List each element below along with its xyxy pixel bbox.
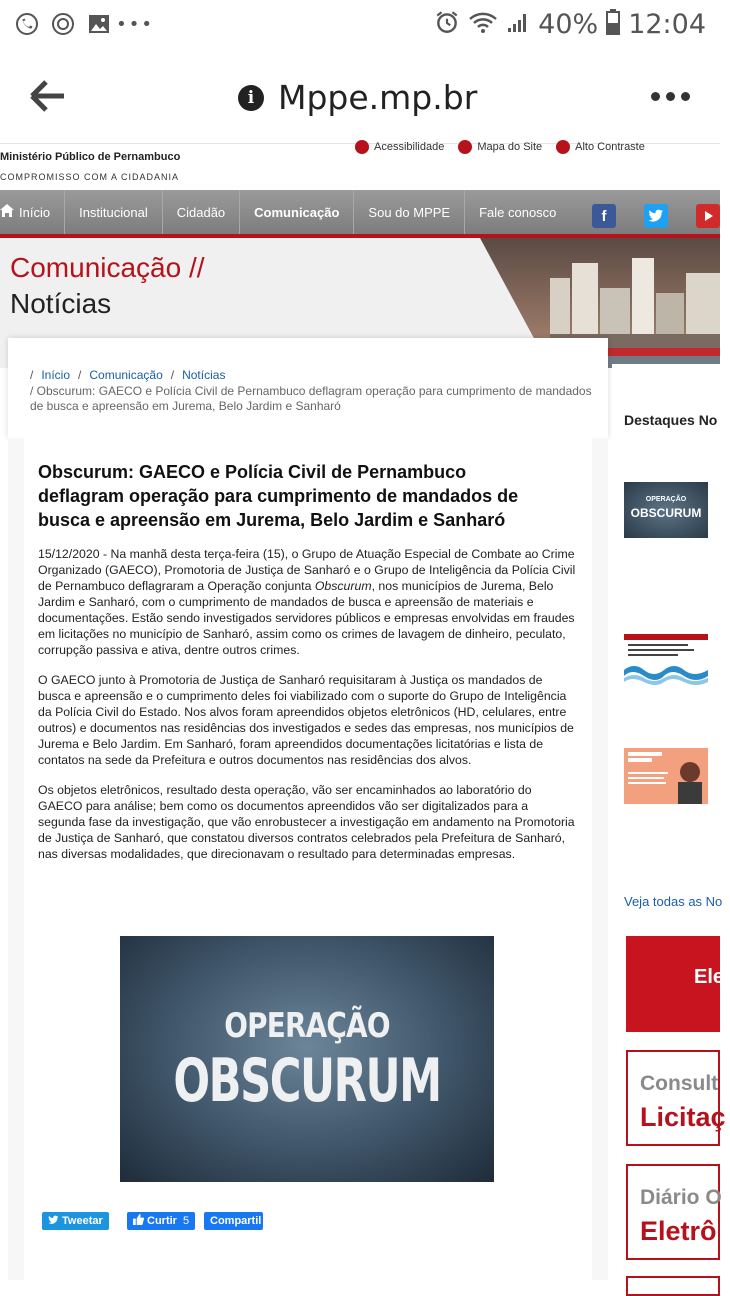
tweet-button[interactable]: Tweetar	[42, 1212, 109, 1230]
sidebar	[612, 364, 730, 1280]
subsection-title: Notícias	[10, 288, 112, 319]
sitemap-icon	[458, 140, 472, 154]
article-body	[38, 546, 578, 876]
brand-tagline: COMPROMISSO COM A CIDADANIA	[0, 172, 180, 182]
article-container	[8, 438, 608, 1280]
wifi-icon	[468, 9, 498, 39]
nav-fale-conosco[interactable]: Fale conosco	[479, 204, 557, 220]
battery-icon	[606, 9, 620, 39]
thumbs-up-icon	[133, 1214, 144, 1228]
site-header	[0, 141, 720, 190]
facebook-icon[interactable]: f	[592, 204, 616, 228]
nav-cidadao[interactable]: Cidadão	[163, 190, 240, 234]
image-text-line2: OBSCURUM	[173, 1046, 441, 1116]
address-bar[interactable]	[238, 78, 477, 117]
see-all-news-link[interactable]: Veja todas as No	[624, 894, 723, 909]
image-icon	[86, 11, 112, 37]
breadcrumb-comunicacao[interactable]: Comunicação	[89, 368, 163, 382]
nav-comunicacao[interactable]: Comunicação	[240, 190, 354, 234]
sidebar-heading: Destaques No	[624, 412, 718, 428]
accessibility-link[interactable]: Acessibilidade	[355, 140, 444, 154]
high-contrast-link[interactable]: Alto Contraste	[556, 140, 645, 154]
info-icon[interactable]: i	[238, 85, 264, 111]
elections-banner[interactable]: Elei	[626, 936, 720, 1032]
more-notifications-icon: •••	[116, 13, 154, 35]
article-paragraph-2: O GAECO junto à Promotoria de Justiça de Sanharó requisitaram à Justiça os mandados de busca e apreensão e o cumprimento deles foi viabilizado com o suporte do Grupo de Inteligência da Polícia Civil do Estado. Nos alvos foram apreendidos objetos eletrônicos (HD, celulares, entre outros) e documentos nas residências dos investigados e sedes das empresas, nos municípios de Jurema e Belo Jardim. Em Sanharó, foram apreendidos documentações licitatórias e lista de contatos na sede da Prefeitura e outros documentos nas residências dos alvos.	[38, 673, 574, 767]
licitacoes-banner[interactable]: Consult Licitaç	[626, 1050, 720, 1146]
web-page	[0, 141, 730, 1280]
article-title: Obscurum: GAECO e Polícia Civil de Pernambuco deflagram operação para cumprimento de mandados de busca e apreensão em Jurema, Belo Jardim e Sanharó	[38, 462, 519, 530]
diario-oficial-banner[interactable]: Diário O Eletrô	[626, 1164, 720, 1260]
clock: 12:04	[628, 8, 706, 40]
nav-sou-do-mppe[interactable]: Sou do MPPE	[354, 190, 465, 234]
utility-links	[355, 140, 645, 154]
article-paragraph-3: Os objetos eletrônicos, resultado desta operação, vão ser encaminhados ao laboratório do GAECO para análise; bem como os documentos apreendidos vão ser digitalizados para a segunda fase da investigação, que vão enrobustecer a investigação em andamento na Promotoria de Justiça de Sanharó, que constatou diversos contratos celebrados pela Prefeitura de Sanharó, nas diversas modalidades, que direcionavam o resultado para determinadas empresas.	[38, 783, 575, 861]
breadcrumb-inicio[interactable]: Início	[41, 368, 71, 382]
breadcrumb: / Início / Comunicação / Notícias / Obscurum: GAECO e Polícia Civil de Pernambuco deflagram operação para cumprimento de mandados de busca e apreensão em Jurema, Belo Jardim e Sanharó	[8, 338, 608, 438]
share-button[interactable]: Compartil	[204, 1212, 263, 1230]
youtube-icon[interactable]	[696, 204, 720, 228]
accessibility-icon	[355, 140, 369, 154]
battery-percent: 40%	[538, 8, 599, 40]
nav-institucional[interactable]: Institucional	[65, 190, 163, 234]
signal-icon	[506, 10, 530, 38]
article-paragraph-1: 15/12/2020 - Na manhã desta terça-feira (15), o Grupo de Atuação Especial de Combate ao Crime Organizado (GAECO), Promotoria de Justiça de Sanharó e o Grupo de Inteligência da Polícia Civil de Pernambuco deflagraram a Operação conjunta Obscurum, nos municípios de Jurema, Belo Jardim e Sanharó, com o cumprimento de mandados de busca e apreensão de materiais e documentações. Estão sendo investigados servidores públicos e empresas envolvidas em fraudes em licitações no município de Sanharó, assim como os crimes de lavagem de dinheiro, peculato, corrupção passiva e ativa, dentre outros crimes.	[38, 547, 576, 657]
breadcrumb-noticias[interactable]: Notícias	[182, 368, 226, 382]
home-icon	[0, 204, 14, 220]
sidebar-banner-4[interactable]	[626, 1276, 720, 1296]
news-thumb-wave[interactable]	[624, 634, 708, 690]
whatsapp-icon	[14, 11, 40, 37]
article	[24, 438, 592, 1280]
sitemap-link[interactable]: Mapa do Site	[458, 140, 542, 154]
brand-name[interactable]: Ministério Público de Pernambuco	[0, 151, 181, 163]
nav-inicio[interactable]: Início	[0, 190, 65, 234]
news-thumb-semana-mppe[interactable]	[624, 748, 708, 804]
like-button[interactable]: Curtir 5	[127, 1212, 195, 1230]
twitter-bird-icon	[48, 1215, 59, 1228]
article-image	[120, 936, 494, 1182]
like-count: 5	[182, 1215, 190, 1227]
image-text-line1: OPERAÇÃO	[224, 1006, 390, 1046]
back-arrow-icon[interactable]	[28, 78, 68, 114]
alarm-icon	[434, 9, 460, 39]
contrast-icon	[556, 140, 570, 154]
sync-icon	[50, 11, 76, 37]
overflow-menu-icon[interactable]	[651, 92, 690, 101]
main-nav	[0, 190, 720, 234]
url-text[interactable]: Mppe.mp.br	[278, 78, 478, 117]
twitter-icon[interactable]	[644, 204, 668, 228]
breadcrumb-current: / Obscurum: GAECO e Polícia Civil de Pernambuco deflagram operação para cumprimento de mandados de busca e apreensão em Jurema, Belo Jardim e Sanharó	[30, 384, 592, 413]
status-bar	[0, 0, 720, 48]
section-title: Comunicação //	[10, 252, 205, 283]
news-thumb-obscurum[interactable]: OPERAÇÃO OBSCURUM	[624, 482, 708, 538]
browser-toolbar	[0, 48, 720, 144]
